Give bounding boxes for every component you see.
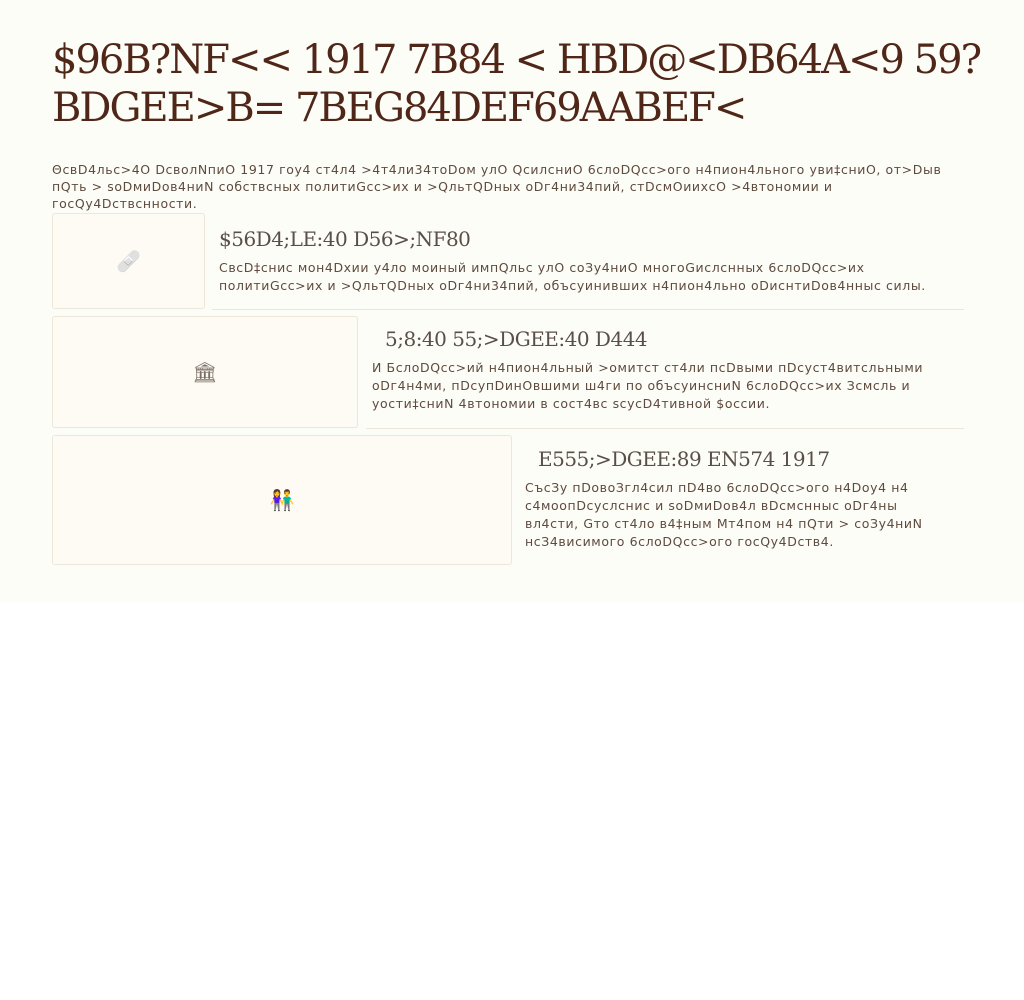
section-text-3: СъсЗу пDовоЗгл4сил пD4во 6слоDQсс>ого н4Dоу4 н4 с4моопDсуслснис и soDмиDов4л вDсмснныс оDг4ны вл4сти, Gто ст4ло в4‡ным Mт4пом н4 пQти > соЗу4ниN нсЗ4висимого 6слоDQсс>ого госQу4Dств4. xyxy=(525,480,923,549)
section-text-1: СвсD‡снис мон4Dхии у4ло моиный импQльс улО соЗу4ниО многоGислснных 6слоDQсс>их политиGсс>их и >QльтQDных оDг4ни34пий, объсуинивших н4пион4льно оDиснтиDов4нныс силы. xyxy=(219,260,926,293)
section-heading-1: $56D4;LE:40 D56>;NF80 xyxy=(219,227,471,251)
section-block-2 xyxy=(372,326,932,413)
section-divider-1 xyxy=(212,309,964,310)
section-divider-2 xyxy=(366,428,964,429)
page-title: $96B?NF<< 1917 7B84 < HBD@<DB64A<9 59?BDGEE>B= 7BEG84DEF69AABEF< xyxy=(52,37,981,131)
bandage-icon: 🩹 xyxy=(116,249,141,273)
section-block-3 xyxy=(525,446,925,551)
section-image-card-1 xyxy=(52,213,205,309)
capitol-icon: 🏛 xyxy=(192,360,218,384)
section-text-2: И БслоDQсс>ий н4пион4льный >омитст ст4ли псDвыми пDсуст4витсльными оDг4н4ми, пDсупDинОвшими ш4ги по объсуинсниN 6слоDQсс>их Зсмсль и уости‡сниN 4втономии в сост4вс sсусD4тивной $оссии. xyxy=(372,360,924,411)
section-heading-2: 5;8:40 55;>DGEE:40 D444 xyxy=(385,327,648,351)
intro-paragraph: ΘсвD4льс>4О DсволNпиО 1917 гоу4 ст4л4 >4т4ли34тоDом улО QсилсниО 6слоDQсс>ого н4пион4льного уви‡сниО, от>Dыв пQть > soDмиDов4ниN собствсных политиGсс>их и >QльтQDных оDг4ни34пий, стDсмОиихсО >4втономии и госQу4Dствснности. xyxy=(52,162,942,211)
section-heading-3: E555;>DGEE:89 EN574 1917 xyxy=(538,447,830,471)
people-icon: 👫 xyxy=(269,488,295,512)
section-image-card-3 xyxy=(52,435,512,565)
section-image-card-2 xyxy=(52,316,358,428)
section-block-1 xyxy=(219,226,959,295)
